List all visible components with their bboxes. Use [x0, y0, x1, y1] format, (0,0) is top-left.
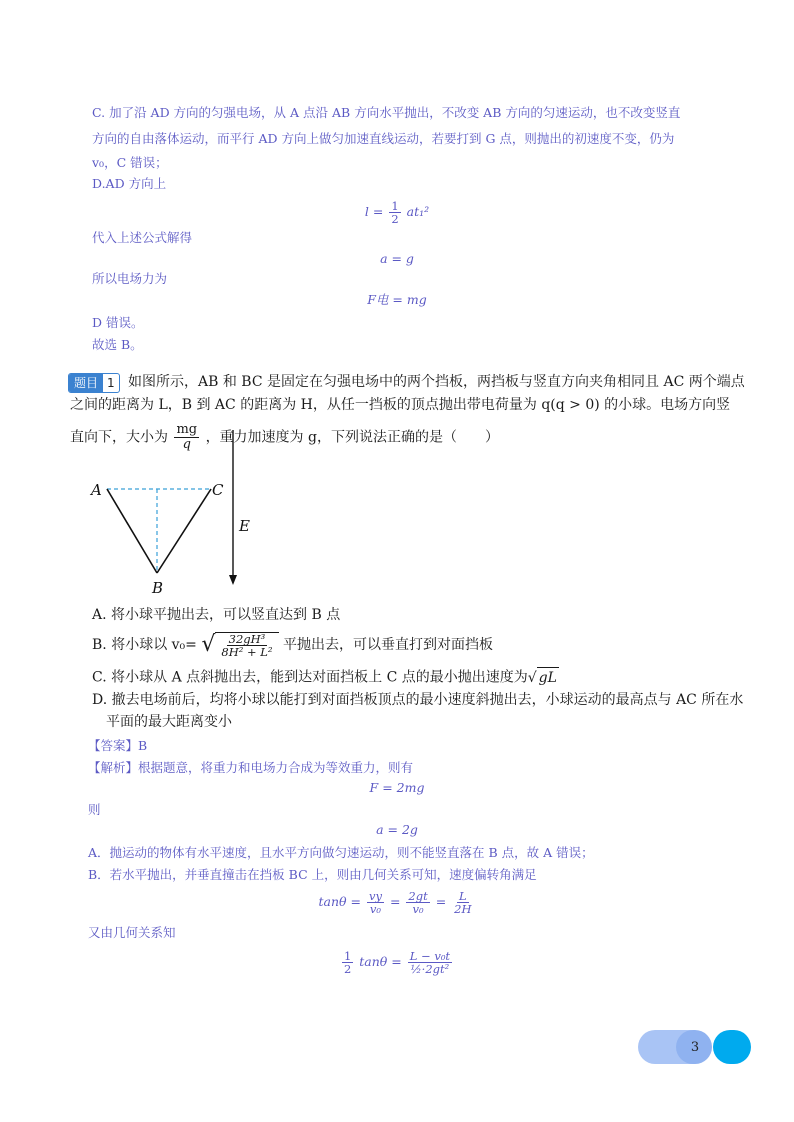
force-text: 所以电场力为: [92, 271, 168, 286]
eq1-fraction: [389, 200, 400, 225]
option-b-den: 8H² + L²: [221, 645, 273, 659]
option-b-pre: B. 将小球以 v₀=: [92, 637, 197, 653]
eq1-lhs: l =: [364, 204, 384, 219]
tan-f1-num: vy: [368, 889, 382, 903]
eq1-den: 2: [391, 212, 399, 226]
option-c-rad: gL: [537, 667, 559, 688]
equation-half-tan: [0, 950, 794, 975]
field-fraction-num: mg: [176, 422, 198, 437]
solution-c-line3: v₀，C 错误；: [92, 155, 168, 170]
choose-b-text: 故选 B。: [92, 337, 143, 352]
eq1-rest: at₁²: [406, 204, 430, 219]
tan-f3-den: 2H: [454, 902, 472, 916]
option-b: [92, 632, 493, 658]
equation-a-2g: a = 2g: [376, 822, 418, 837]
tan-lhs: tanθ =: [318, 894, 361, 909]
page-pill-right: [713, 1030, 751, 1064]
geometry-text: 又由几何关系知: [88, 925, 176, 940]
answer-label: 【答案】B: [88, 738, 148, 753]
tan-f1-den: v₀: [369, 902, 381, 916]
tan-f2-num: 2gt: [408, 889, 428, 903]
baffle-diagram: [85, 422, 265, 600]
tan-f3-num: L: [459, 889, 467, 903]
last-den: ½·2gt²: [410, 962, 450, 976]
problem-tag-label: 题目: [69, 374, 103, 392]
sqrt-sign-c: √: [527, 669, 537, 686]
eq-sign-1: =: [389, 894, 401, 909]
option-b-sqrt: [201, 632, 278, 658]
solution-c-line1: C. 加了沿 AD 方向的匀强电场，从 A 点沿 AB 方向水平抛出，不改变 AB 方向的匀速运动，也不改变竖直: [92, 105, 681, 120]
problem-line3-post: ，重力加速度为 g，下列说法正确的是（ ）: [205, 429, 499, 446]
problem-line1: 如图所示，AB 和 BC 是固定在匀强电场中的两个挡板，两挡板与竖直方向夹角相同且 AC 两个端点: [128, 374, 745, 390]
half-frac: [342, 950, 353, 975]
problem-tag: [68, 373, 120, 393]
field-fraction-den: q: [182, 437, 191, 452]
baffle-bc: [157, 489, 211, 573]
option-c: [92, 667, 559, 688]
half-mid: tanθ =: [359, 954, 402, 969]
equation-tan: [0, 890, 794, 915]
equation-f-mg: F电 = mg: [367, 292, 427, 307]
option-b-fraction: [219, 633, 274, 658]
analysis-intro: 【解析】根据题意，将重力和电场力合成为等效重力，则有: [88, 760, 414, 775]
problem-tag-number: 1: [107, 376, 115, 390]
option-b-post: 平抛出去，可以垂直打到对面挡板: [282, 637, 493, 653]
last-frac: [408, 950, 452, 975]
problem-line3-pre: 直向下，大小为: [70, 429, 168, 446]
problem-line2: 之间的距离为 L，B 到 AC 的距离为 H，从任一挡板的顶点抛出带电荷量为 q(q > 0) 的小球。电场方向竖: [70, 397, 731, 413]
label-b: B: [152, 579, 164, 597]
solution-c-line2: 方向的自由落体运动，而平行 AD 方向上做匀加速直线运动，若要打到 G 点，则抛出的初速度不变，仍为: [92, 131, 675, 146]
equation-a-g: a = g: [380, 251, 414, 266]
analysis-b: B．若水平抛出，并垂直撞击在挡板 BC 上，则由几何关系可知，速度偏转角满足: [88, 867, 537, 882]
option-d-line2: 平面的最大距离变小: [106, 714, 232, 730]
label-c: C: [212, 481, 224, 499]
tan-frac-1: [367, 890, 384, 915]
sqrt-sign: √: [201, 632, 216, 657]
equation-l: [0, 200, 794, 225]
tan-f2-den: v₀: [412, 902, 424, 916]
option-a: A. 将小球平抛出去，可以竖直达到 B 点: [92, 607, 341, 623]
tan-frac-2: [406, 890, 429, 915]
last-num: L − v₀t: [409, 949, 451, 963]
option-c-pre: C. 将小球从 A 点斜抛出去，能到达对面挡板上 C 点的最小抛出速度为: [92, 669, 528, 686]
equation-f-2mg: F = 2mg: [369, 780, 425, 795]
option-c-sqrt: [528, 667, 559, 688]
substitute-text: 代入上述公式解得: [92, 230, 193, 245]
field-arrow-head: [229, 575, 237, 585]
half-den: 2: [343, 962, 352, 976]
option-d-line1: D. 撤去电场前后，均将小球以能打到对面挡板顶点的最小速度斜抛出去，小球运动的最高点与 AC 所在水: [92, 692, 744, 708]
tan-frac-3: [452, 890, 473, 915]
half-num: 1: [343, 949, 352, 963]
baffle-ab: [107, 489, 157, 573]
analysis-a: A．抛运动的物体有水平速度，且水平方向做匀速运动，则不能竖直落在 B 点，故 A 错误；: [88, 845, 594, 860]
option-b-num: 32gH³: [228, 632, 266, 646]
label-e: E: [239, 517, 250, 535]
then-text: 则: [88, 802, 101, 817]
label-a: A: [91, 481, 102, 499]
solution-d-line: D.AD 方向上: [92, 176, 167, 191]
eq-sign-2: =: [435, 894, 447, 909]
page-number: 3: [690, 1040, 700, 1055]
eq1-num: 1: [391, 199, 399, 213]
d-wrong-text: D 错误。: [92, 315, 144, 330]
